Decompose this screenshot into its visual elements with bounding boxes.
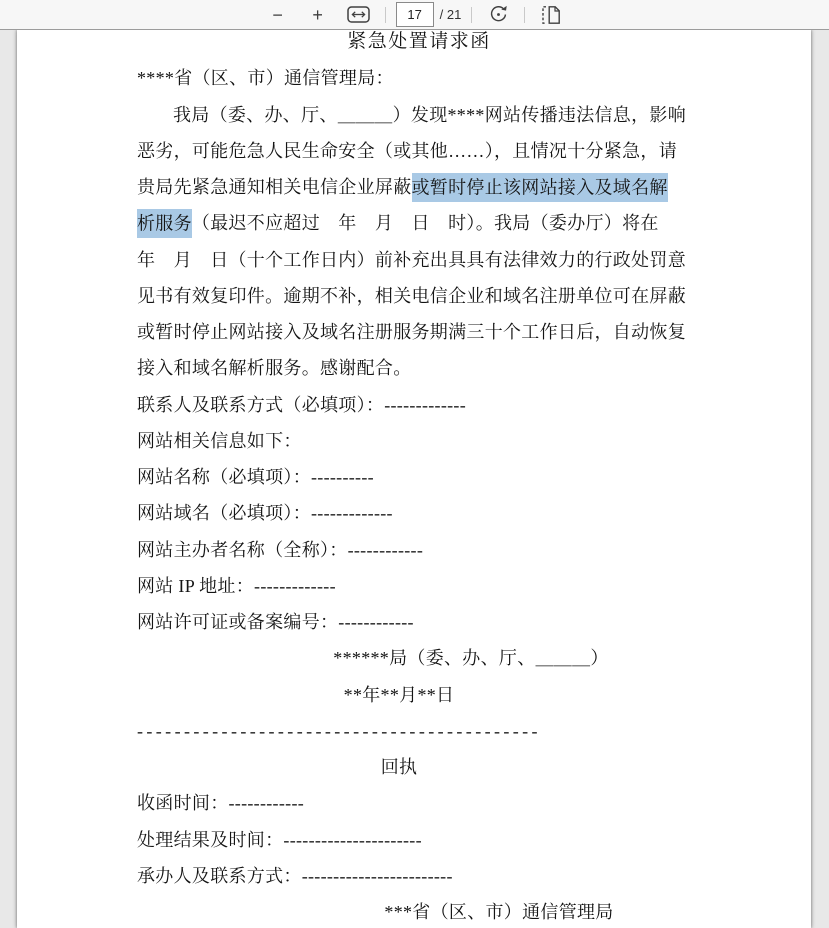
receipt-time-line [137, 785, 701, 821]
text-run: 承办人及联系方式：------------------------ [137, 865, 453, 886]
body-line [137, 169, 701, 205]
page-number-input[interactable] [396, 2, 434, 27]
pdf-page[interactable] [17, 30, 811, 928]
text-run: 处理结果及时间：---------------------- [137, 829, 422, 850]
document-content [17, 24, 811, 928]
text-run: 或暂时停止网站接入及域名注册服务期满三十个工作日后，自动恢复 [137, 322, 686, 342]
text-run: 接入和域名解析服务。感谢配合。 [137, 358, 412, 379]
receipt-title [137, 749, 701, 785]
site-ip-line [137, 568, 701, 604]
page-view-icon [541, 5, 561, 25]
page-view-button[interactable] [538, 2, 564, 28]
receipt-org-line [137, 894, 701, 928]
text-run: 年 月 日（十个工作日内）前补充出具具有法律效力的行政处罚意 [137, 249, 686, 270]
text-run: 回执 [380, 757, 418, 777]
text-run: 网站相关信息如下： [137, 430, 302, 451]
text-run: ------------------------------------------- [137, 720, 541, 741]
selected-text: 析服务 [137, 209, 192, 238]
text-run: 收函时间：------------ [137, 793, 305, 814]
body-line [137, 350, 701, 386]
site-owner-line [137, 532, 701, 568]
rotate-button[interactable] [485, 2, 511, 28]
text-run: 联系人及联系方式（必填项）：------------- [137, 394, 467, 415]
text-run: 网站主办者名称（全称）：------------ [137, 539, 424, 560]
info-header-line [137, 423, 701, 459]
receipt-result-line [137, 822, 701, 858]
text-run: **年**月**日 [343, 684, 455, 705]
rotate-icon [488, 4, 509, 25]
text-run: ***省（区、市）通信管理局 [384, 902, 614, 922]
site-name-line [137, 459, 701, 495]
body-line [137, 205, 701, 241]
selected-text: 或暂时停止该网站接入及域名解 [412, 173, 668, 202]
text-run: 网站域名（必填项）：------------- [137, 503, 393, 524]
text-run: 我局（委、办、厅、＿＿＿）发现****网站传播违法信息，影响 [173, 104, 686, 125]
signature-date-line [137, 677, 701, 713]
toolbar-divider [471, 7, 472, 23]
toolbar-divider [524, 7, 525, 23]
zoom-out-button[interactable] [265, 2, 291, 28]
zoom-in-button[interactable] [305, 2, 331, 28]
body-line [137, 97, 701, 133]
text-run: 网站 IP 地址：------------- [137, 575, 336, 596]
text-run: ******局（委、办、厅、＿＿＿） [333, 648, 609, 669]
separator-dashes [137, 713, 701, 749]
body-line [137, 278, 701, 314]
minus-icon: − [272, 4, 283, 25]
pdf-toolbar [0, 0, 829, 30]
text-run: ****省（区、市）通信管理局： [137, 68, 394, 89]
text-run: 见书有效复印件。逾期不补，相关电信企业和域名注册单位可在屏蔽 [137, 285, 686, 306]
text-run: 恶劣，可能危急人民生命安全（或其他……），且情况十分紧急，请 [137, 140, 677, 161]
text-run: 网站名称（必填项）：---------- [137, 467, 374, 487]
text-run: 紧急处置请求函 [347, 31, 491, 52]
text-run: 网站许可证或备案编号：------------ [137, 612, 414, 632]
body-line [137, 242, 701, 278]
page-count-label: / 21 [439, 7, 462, 22]
signature-org-line [137, 640, 701, 676]
body-line [137, 314, 701, 350]
pdf-canvas-area [0, 30, 829, 928]
receipt-handler-line [137, 858, 701, 894]
site-license-line [137, 604, 701, 640]
contact-line [137, 387, 701, 423]
salutation-line [137, 60, 701, 96]
body-line [137, 133, 701, 169]
plus-icon: + [312, 4, 323, 25]
fit-to-width-icon [347, 6, 370, 23]
site-domain-line [137, 495, 701, 531]
fit-to-width-button[interactable] [346, 2, 372, 28]
text-run: 贵局先紧急通知相关电信企业屏蔽 [137, 177, 412, 197]
text-run: （最迟不应超过 年 月 日 时）。我局（委办厅）将在 [191, 213, 659, 234]
toolbar-divider [385, 7, 386, 23]
